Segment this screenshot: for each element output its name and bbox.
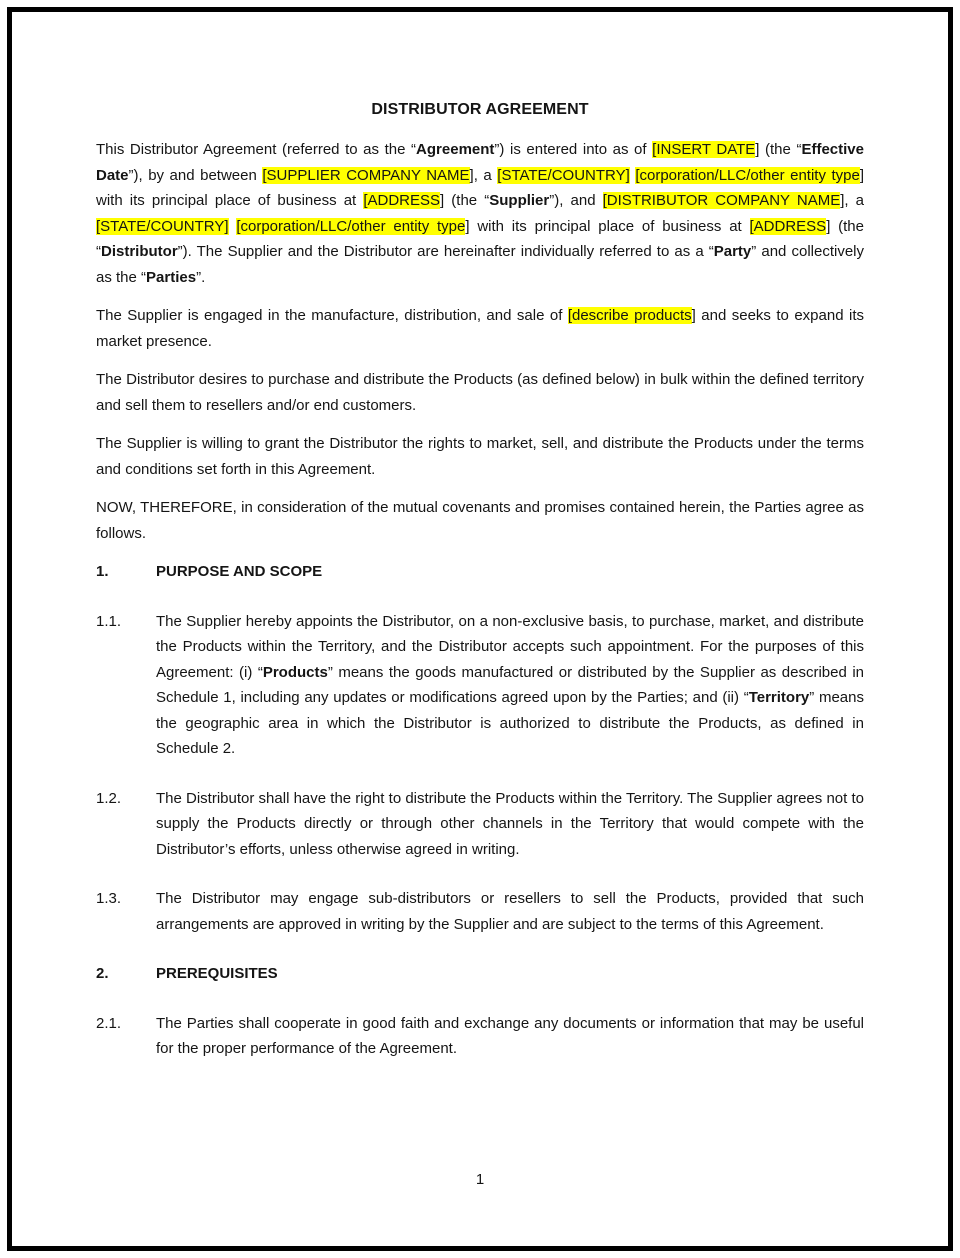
placeholder-highlight: [INSERT DATE: [652, 141, 756, 158]
text-run: ], a: [840, 192, 864, 209]
paragraph: [96, 137, 864, 290]
placeholder-highlight: [SUPPLIER COMPANY NAME: [262, 166, 470, 184]
clause: [96, 609, 864, 762]
document-title: DISTRIBUTOR AGREEMENT: [371, 101, 589, 118]
text-run: ” means the geographic area in which the Distributor is authorized to distribute the Products, as defined in Schedule 2.: [156, 689, 864, 757]
text-run: ”.: [196, 268, 206, 286]
text-run: The Distributor may engage sub-distributors or resellers to sell the Products, provided that such arrangements are approved in writing by the Supplier and are subject to the terms of this Agreement.: [156, 890, 864, 933]
text-run: Distributor: [101, 243, 178, 260]
text-run: Products: [262, 663, 328, 681]
section-number: 2.: [96, 965, 109, 982]
placeholder-highlight: [ADDRESS: [363, 192, 441, 209]
section-heading: [96, 559, 864, 585]
clause: [96, 1011, 864, 1062]
clause-number: 1.2.: [96, 789, 122, 807]
clause-number: 1.3.: [96, 890, 122, 907]
clause-text: [156, 609, 864, 762]
text-run: ”), and: [549, 192, 603, 209]
placeholder-highlight: [describe products: [567, 307, 692, 324]
page-number: 1: [475, 1171, 485, 1188]
document-body: [96, 137, 864, 1062]
placeholder-highlight: [DISTRIBUTOR COMPANY NAME: [602, 192, 841, 209]
clause: [96, 786, 864, 863]
text-run: ], a: [469, 166, 498, 184]
text-run: The Supplier hereby appoints the Distributor, on a non-exclusive basis, to purchase, market, and distribute the Products within the Territory, and the Distributor accepts such appointment. For the purposes of this Agreement: (i) “: [156, 612, 864, 681]
text-run: ] (the “: [755, 141, 802, 158]
clause-text: [156, 886, 864, 937]
text-run: ” and collectively as the “: [96, 243, 864, 286]
placeholder-highlight: [STATE/COUNTRY]: [96, 217, 229, 235]
section-number: 1.: [96, 563, 109, 580]
paragraph: [96, 431, 864, 482]
clause-text: [156, 786, 864, 863]
placeholder-highlight: [corporation/LLC/other entity type: [635, 166, 860, 184]
text-run: ”). The Supplier and the Distributor are hereinafter individually referred to as a “: [177, 243, 714, 260]
text-run: Supplier: [489, 192, 550, 209]
text-run: ] (the “: [440, 192, 490, 209]
document-content: [96, 99, 864, 1086]
text-run: ] and seeks to expand its market presence.: [96, 307, 864, 350]
text-run: Effective Date: [96, 141, 864, 184]
section-title: PURPOSE AND SCOPE: [156, 563, 323, 580]
text-run: Party: [713, 243, 752, 260]
text-run: Parties: [146, 268, 197, 286]
text-run: The Supplier is engaged in the manufacture, distribution, and sale of: [96, 307, 568, 324]
text-run: The Parties shall cooperate in good faith and exchange any documents or information that may be useful for the proper performance of the Agreement.: [156, 1014, 864, 1057]
paragraph: [96, 303, 864, 354]
clause: [96, 886, 864, 937]
text-run: The Distributor desires to purchase and distribute the Products (as defined below) in bulk within the defined territory and sell them to resellers and/or end customers.: [96, 371, 864, 414]
text-run: ”) is entered into as of: [494, 141, 653, 158]
text-run: The Distributor shall have the right to distribute the Products within the Territory. The Supplier agrees not to supply the Products directly or through other channels in the Territory that would compete with the Distributor’s efforts, unless otherwise agreed in writing.: [156, 789, 864, 858]
section-heading: [96, 961, 864, 987]
section-title: PREREQUISITES: [156, 965, 278, 982]
clause-number: 2.1.: [96, 1014, 122, 1032]
placeholder-highlight: [ADDRESS: [749, 217, 827, 235]
paragraph: [96, 495, 864, 546]
clause-number: 1.1.: [96, 612, 122, 630]
text-run: Agreement: [416, 141, 495, 158]
text-run: ”), by and between: [128, 166, 263, 184]
text-run: ” means the goods manufactured or distributed by the Supplier as described in Schedule 1, including any updates or modifications agreed upon by the Parties; and (ii) “: [156, 663, 864, 706]
text-run: Territory: [748, 689, 810, 706]
clause-text: [156, 1011, 864, 1062]
placeholder-highlight: [STATE/COUNTRY]: [497, 166, 630, 184]
text-run: NOW, THEREFORE, in consideration of the mutual covenants and promises contained herein, the Parties agree as follows.: [96, 499, 864, 542]
text-run: ] with its principal place of business at: [465, 217, 750, 235]
text-run: This Distributor Agreement (referred to as the “: [96, 141, 417, 158]
text-run: ] (the “: [96, 217, 864, 260]
text-run: ] with its principal place of business at: [96, 166, 864, 209]
text-run: The Supplier is willing to grant the Distributor the rights to market, sell, and distribute the Products under the terms and conditions set forth in this Agreement.: [96, 435, 864, 478]
placeholder-highlight: [corporation/LLC/other entity type: [236, 217, 466, 235]
paragraph: [96, 367, 864, 418]
